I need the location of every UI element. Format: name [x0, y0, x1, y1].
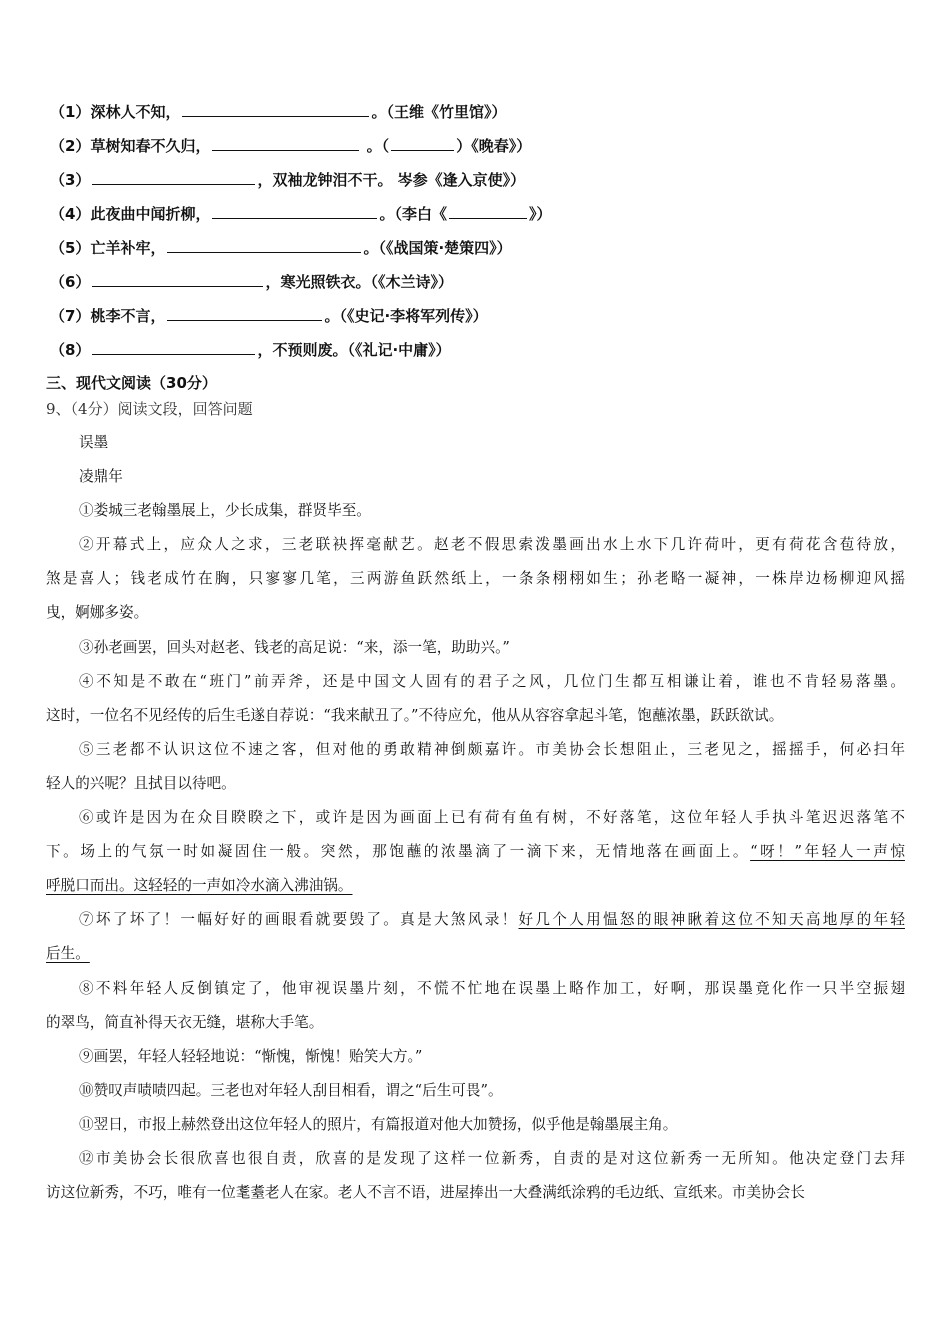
answer-blank[interactable] [167, 238, 361, 253]
paragraph-text: 访这位新秀，不巧，唯有一位耄耋老人在家。老人不言不语，进屋捧出一大叠满纸涂鸦的毛边纸、宣纸来。市美协会长 [46, 1184, 805, 1202]
paragraph-text: ③孙老画罢，回头对赵老、钱老的高足说：“来，添一笔，助助兴。” [79, 638, 510, 656]
answer-blank[interactable] [92, 340, 255, 355]
underlined-text: 后生。 [46, 945, 90, 963]
paragraph-line [46, 529, 905, 563]
answer-blank[interactable] [182, 102, 369, 117]
paragraph-line [46, 700, 905, 734]
item-number: （3） [50, 171, 91, 189]
item-number: （1） [50, 103, 91, 121]
article-author: 凌鼎年 [79, 468, 123, 486]
paragraph-line [46, 734, 905, 768]
answer-blank[interactable] [212, 136, 359, 151]
fill-item [50, 165, 551, 199]
answer-blank[interactable] [92, 272, 263, 287]
paragraph-text: 这时，一位名不见经传的后生毛遂自荐说：“我来献丑了。”不待应允，他从从容容拿起斗笔，饱蘸浓墨，跃跃欲试。 [46, 706, 784, 724]
paragraph-line [46, 836, 905, 870]
paragraph-text: ⑧不料年轻人反倒镇定了，他审视误墨片刻，不慌不忙地在误墨上略作加工，好啊，那误墨竟化作一只半空振翅 [79, 979, 905, 997]
item-number: （4） [50, 205, 91, 223]
underlined-text: “呀！”年轻人一声惊 [750, 843, 905, 861]
paragraph-text: 煞是喜人；钱老成竹在胸，只寥寥几笔，三两游鱼跃然纸上，一条条栩栩如生；孙老略一凝神，一株岸边杨柳迎风摇 [46, 570, 905, 588]
fill-item [50, 97, 551, 131]
paragraph-text: ⑨画罢，年轻人轻轻地说：“惭愧，惭愧！贻笑大方。” [79, 1047, 423, 1065]
section-heading: 三、现代文阅读（30分） [46, 374, 217, 392]
fill-item [50, 199, 551, 233]
paragraph-line [46, 768, 905, 802]
paragraph-text: ⑫市美协会长很欣喜也很自责，欣喜的是发现了这样一位新秀，自责的是对这位新秀一无所知。他决定登门去拜 [79, 1149, 905, 1167]
answer-blank[interactable] [449, 204, 527, 219]
item-text: 。（李白《 [379, 205, 447, 223]
paragraph-text: ②开幕式上，应众人之求，三老联袂挥毫献艺。赵老不假思索泼墨画出水上水下几许荷叶，更有荷花含苞待放， [79, 536, 905, 554]
paragraph-text: ⑤三老都不认识这位不速之客，但对他的勇敢精神倒颇嘉许。市美协会长想阻止，三老见之，摇摇手，何必扫年 [79, 740, 905, 758]
item-text: 。（王维《竹里馆》） [371, 103, 507, 121]
paragraph-text: 轻人的兴呢？且拭目以待吧。 [46, 774, 236, 792]
paragraph-text: ⑪翌日，市报上赫然登出这位年轻人的照片，有篇报道对他大加赞扬，似乎他是翰墨展主角。 [79, 1115, 678, 1133]
paragraph-line [46, 597, 905, 631]
paragraph-line [46, 938, 905, 972]
paragraph-text: ①娄城三老翰墨展上，少长成集，群贤毕至。 [79, 502, 371, 520]
item-text: ，寒光照铁衣。（《木兰诗》） [265, 273, 453, 291]
paragraph-text: ⑦坏了坏了！一幅好好的画眼看就要毁了。真是大煞风录！ [79, 911, 519, 929]
item-text: 。（ [361, 137, 390, 155]
fill-item [50, 335, 551, 369]
item-text: ）《晚春》） [456, 137, 532, 155]
item-number: （8） [50, 341, 91, 359]
fill-item [50, 131, 551, 165]
paragraph-text: ⑩赞叹声啧啧四起。三老也对年轻人刮目相看，谓之“后生可畏”。 [79, 1081, 503, 1099]
item-number: （2） [50, 137, 91, 155]
paragraph-line [46, 666, 905, 700]
item-text: 此夜曲中闻折柳， [90, 205, 211, 223]
item-number: （5） [50, 239, 91, 257]
paragraph-line [46, 495, 905, 529]
fill-in-questions [50, 97, 551, 369]
paragraph-line [46, 1109, 905, 1143]
paragraph-line [46, 1177, 905, 1211]
paragraph-line [46, 802, 905, 836]
paragraph-line [46, 1143, 905, 1177]
item-text: 。（《战国策·楚策四》） [363, 239, 512, 257]
item-text: 桃李不言， [90, 307, 166, 325]
answer-blank[interactable] [212, 204, 377, 219]
article-title: 误墨 [79, 434, 109, 451]
answer-blank[interactable] [92, 170, 255, 185]
paragraph-line [46, 1075, 905, 1109]
item-text: 深林人不知， [90, 103, 181, 121]
underlined-text: 呼脱口而出。这轻轻的一声如冷水滴入沸油锅。 [46, 877, 353, 895]
answer-blank[interactable] [391, 136, 454, 151]
item-text: 。（《史记·李将军列传》） [324, 307, 488, 325]
paragraph-line [46, 870, 905, 904]
fill-item [50, 301, 551, 335]
paragraph-line [46, 1007, 905, 1041]
paragraph-text: ④不知是不敢在“班门”前弄斧，还是中国文人固有的君子之风，几位门生都互相谦让着，谁也不肯轻易落墨。 [79, 672, 905, 690]
underlined-text: 好几个人用愠怒的眼神瞅着这位不知天高地厚的年轻 [518, 911, 905, 929]
item-text: 》） [528, 205, 552, 223]
fill-item [50, 233, 551, 267]
paragraph-text: 曳，婀娜多姿。 [46, 604, 149, 622]
paragraph-line [46, 563, 905, 597]
article [46, 427, 905, 1211]
paragraph-line [46, 973, 905, 1007]
paragraph-line [46, 632, 905, 666]
answer-blank[interactable] [167, 306, 322, 321]
item-text: ，不预则废。（《礼记·中庸》） [257, 341, 451, 359]
item-text: ，双袖龙钟泪不干。 岑参《逢入京使》） [257, 171, 526, 189]
question-prompt: 9、（4分）阅读文段，回答问题 [46, 400, 253, 418]
item-number: （6） [50, 273, 91, 291]
paragraph-text: 下。场上的气氛一时如凝固住一般。突然，那饱蘸的浓墨滴了一滴下来，无情地落在画面上。 [46, 843, 751, 861]
item-text: 草树知春不久归， [90, 137, 211, 155]
fill-item [50, 267, 551, 301]
paragraph-line [46, 904, 905, 938]
item-text: 亡羊补牢， [90, 239, 166, 257]
paragraph-text: 的翠鸟，简直补得天衣无缝，堪称大手笔。 [46, 1013, 324, 1031]
paragraph-line [46, 1041, 905, 1075]
paragraph-text: ⑥或许是因为在众目睽睽之下，或许是因为画面上已有荷有鱼有树，不好落笔，这位年轻人手执斗笔迟迟落笔不 [79, 809, 905, 827]
item-number: （7） [50, 307, 91, 325]
